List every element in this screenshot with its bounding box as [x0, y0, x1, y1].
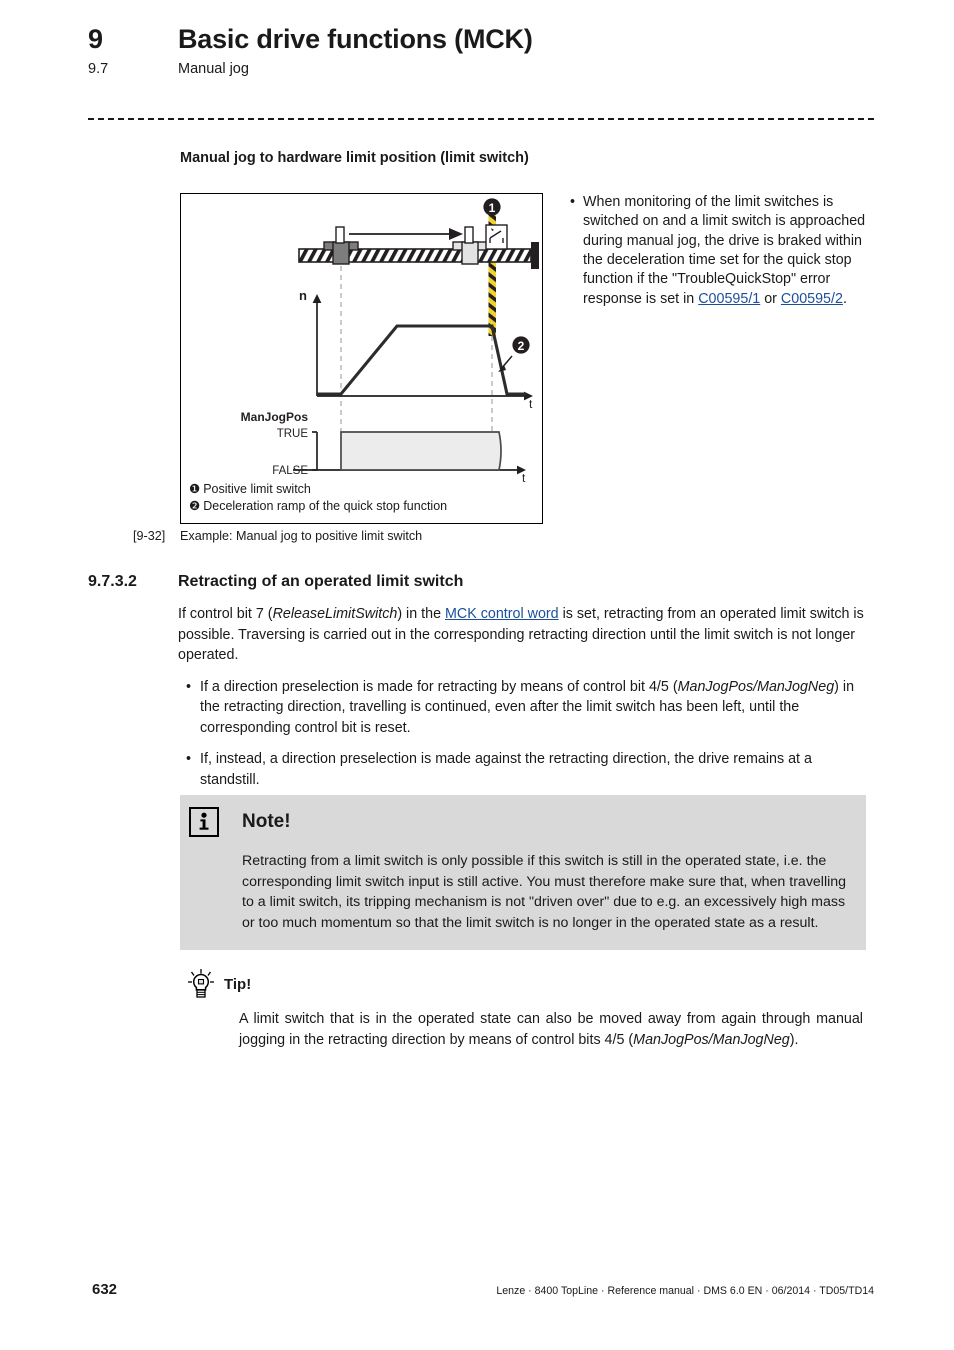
bullet-marker: • [186, 751, 192, 768]
note-header [180, 807, 866, 837]
svg-text:1: 1 [488, 201, 496, 215]
chapter-row [88, 24, 878, 55]
note-title: Note! [242, 811, 291, 832]
link-c00595-1[interactable]: C00595/1 [698, 290, 761, 307]
bullet-1-part1: If, instead, a direction preselection is made against the retracting direction, the drive remains at a standstill. [200, 751, 812, 789]
figure-caption [133, 529, 422, 543]
intro-part2: ) in the [397, 606, 445, 622]
list-item [178, 749, 866, 790]
tip-part2: ). [789, 1031, 799, 1048]
tip-part1: A limit switch that is in the operated state can also be moved away from again through manual jogging in the retracting direction by means of control bits 4/5 ( [239, 1011, 863, 1048]
header-divider [88, 118, 874, 120]
footer-meta: Lenze · 8400 TopLine · Reference manual · DMS 6.0 EN · 06/2014 · TD05/TD14 [496, 1285, 874, 1297]
figure-caption-text: Example: Manual jog to positive limit switch [180, 529, 423, 543]
figure-title: Manual jog to hardware limit position (limit switch) [180, 150, 529, 166]
tip-italic: ManJogPos/ManJogNeg [633, 1031, 790, 1048]
link-c00595-2[interactable]: C00595/2 [780, 290, 843, 307]
motion-arrow [349, 228, 463, 240]
signal-true-region [341, 432, 501, 470]
list-item-text [200, 677, 866, 739]
section-title: Retracting of an operated limit switch [178, 573, 464, 590]
section-heading [88, 573, 463, 591]
callout-1-marker [483, 198, 500, 215]
figure-svg [181, 194, 541, 522]
bullet-0-part1: If a direction preselection is made for retracting by means of control bit 4/5 ( [200, 678, 678, 695]
end-stop [531, 242, 539, 269]
svg-text:n: n [299, 288, 307, 303]
lightbulb-icon-svg [186, 968, 216, 1000]
bullet-0-italic: ManJogPos/ManJogNeg [677, 678, 835, 695]
info-icon-svg [191, 809, 217, 835]
page-header [88, 24, 878, 78]
section-row [88, 61, 878, 78]
tip-title: Tip! [224, 975, 252, 993]
lightbulb-icon [186, 968, 216, 1000]
chapter-number: 9 [88, 24, 103, 54]
side-note-text-part1: When monitoring of the limit switches is switched on and a limit switch is approached during manual jog, the drive is braked within the deceleration time set for the quick stop function if the "TroubleQuickStop" error response is set in [583, 194, 866, 307]
legend-item-2 [189, 498, 447, 516]
tip-body [239, 1009, 863, 1051]
bullet-marker: • [186, 678, 192, 695]
bullet-0-part2: ) in the retracting direction, travelling is continued, even after the limit switch has been left, until the corresponding control bit is reset. [200, 678, 855, 736]
note-body: Retracting from a limit switch is only possible if this switch is still in the operated state, i.e. the corresponding limit switch input is still active. You must therefore make sure that, when travelling to a limit switch, its tripping mechanism is not "driven over" due to e.g. an excessively high mass or too much momentum so that the limit switch is no longer in the operated state as a result. [242, 853, 847, 931]
legend-text-2: Deceleration ramp of the quick stop function [203, 499, 448, 514]
intro-part1: If control bit 7 ( [178, 606, 273, 622]
svg-text:TRUE: TRUE [276, 428, 308, 440]
header-section-title: Manual jog [178, 61, 249, 78]
figure-diagram [180, 193, 543, 524]
side-note-text [583, 193, 870, 309]
intro-paragraph [178, 604, 866, 666]
bullet-marker: • [570, 194, 576, 210]
svg-text:2: 2 [517, 339, 525, 353]
speed-graph [299, 288, 533, 411]
svg-text:FALSE: FALSE [272, 465, 308, 477]
side-note-text-end: . [842, 290, 847, 307]
speed-profile [317, 326, 526, 394]
figure-side-note [570, 193, 870, 309]
info-icon [189, 807, 219, 837]
side-note-text-mid: or [760, 290, 781, 307]
intro-italic-releaselimitswitch: ReleaseLimitSwitch [272, 606, 398, 622]
limit-switch-symbol [486, 225, 507, 249]
link-mck-control-word[interactable]: MCK control word [445, 606, 559, 622]
tip-box [186, 968, 866, 1051]
legend-text-1: Positive limit switch [203, 481, 311, 496]
signal-graph [241, 410, 526, 485]
svg-text:t: t [529, 397, 533, 411]
section-number: 9.7.3.2 [88, 573, 137, 590]
page-number: 632 [92, 1281, 118, 1298]
header-section-number: 9.7 [88, 61, 109, 78]
figure-caption-number: [9-32] [133, 529, 166, 543]
legend-marker-1: ❶ [189, 481, 201, 496]
legend-marker-2: ❷ [189, 499, 201, 514]
svg-text:t: t [522, 471, 526, 485]
svg-text:ManJogPos: ManJogPos [240, 410, 308, 424]
note-box [180, 795, 866, 950]
body-bullet-list [178, 677, 866, 791]
list-item-text [200, 749, 866, 790]
chapter-title: Basic drive functions (MCK) [178, 24, 533, 54]
figure-legend [189, 481, 447, 517]
legend-item-1 [189, 481, 447, 499]
body-content [178, 604, 866, 802]
intro-part3: is set, retracting from an operated limit switch is possible. Traversing is carried out in the corresponding retracting direction until the limit switch is not longer operated. [178, 606, 864, 664]
tip-header [186, 968, 866, 1000]
side-note-item [570, 193, 870, 309]
list-item [178, 677, 866, 739]
